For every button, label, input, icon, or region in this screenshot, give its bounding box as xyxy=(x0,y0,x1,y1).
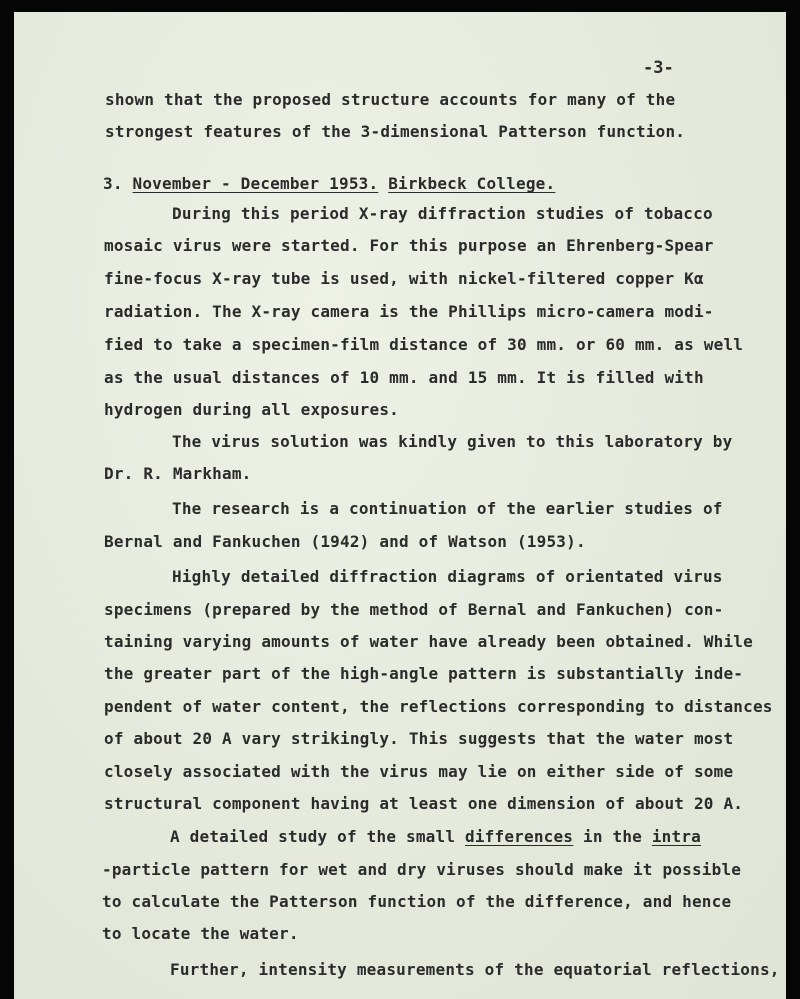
text-line: pendent of water content, the reflections corresponding to distances xyxy=(104,697,773,716)
text-line: hydrogen during all exposures. xyxy=(104,400,399,419)
text-line: fine-focus X-ray tube is used, with nickel-filtered copper Kα xyxy=(104,269,704,288)
section-place: Birkbeck College. xyxy=(388,174,556,193)
typewritten-page xyxy=(14,12,786,999)
text-line: Further, intensity measurements of the equatorial reflections, xyxy=(170,960,780,979)
text-line: During this period X-ray diffraction studies of tobacco xyxy=(172,204,713,223)
text-line: structural component having at least one dimension of about 20 A. xyxy=(104,794,744,813)
section-dates: November - December 1953. xyxy=(132,174,379,193)
text-line: fied to take a specimen-film distance of 30 mm. or 60 mm. as well xyxy=(104,335,744,354)
text-line: Highly detailed diffraction diagrams of orientated virus xyxy=(172,567,723,586)
text-line: taining varying amounts of water have already been obtained. While xyxy=(104,632,753,651)
text-line: shown that the proposed structure accounts for many of the xyxy=(105,90,676,109)
text-line: of about 20 A vary strikingly. This suggests that the water most xyxy=(104,729,734,748)
underlined-word-differences: differences xyxy=(464,827,574,846)
text-line: as the usual distances of 10 mm. and 15 mm. It is filled with xyxy=(104,368,704,387)
text-line: to locate the water. xyxy=(102,924,299,943)
text-line: mosaic virus were started. For this purpose an Ehrenberg-Spear xyxy=(104,236,714,255)
text-line: radiation. The X-ray camera is the Phillips micro-camera modi- xyxy=(104,302,714,321)
text-line: the greater part of the high-angle pattern is substantially inde- xyxy=(104,664,744,683)
text-line xyxy=(170,827,701,847)
text-span: A detailed study of the small xyxy=(170,827,465,846)
text-line: closely associated with the virus may lie on either side of some xyxy=(104,762,734,781)
text-line: specimens (prepared by the method of Bernal and Fankuchen) con- xyxy=(104,600,724,619)
text-span: in the xyxy=(573,827,652,846)
text-line: to calculate the Patterson function of the difference, and hence xyxy=(102,892,732,911)
section-heading xyxy=(103,174,555,194)
page-number: -3- xyxy=(643,58,674,78)
text-line: The virus solution was kindly given to this laboratory by xyxy=(172,432,733,451)
underlined-word-intra: intra xyxy=(651,827,701,846)
text-line: strongest features of the 3-dimensional Patterson function. xyxy=(105,122,686,141)
text-line: Bernal and Fankuchen (1942) and of Watson (1953). xyxy=(104,532,586,551)
text-line: The research is a continuation of the earlier studies of xyxy=(172,499,723,518)
section-number: 3. xyxy=(103,174,123,193)
text-line: -particle pattern for wet and dry viruses should make it possible xyxy=(102,860,742,879)
text-line: Dr. R. Markham. xyxy=(104,464,252,483)
